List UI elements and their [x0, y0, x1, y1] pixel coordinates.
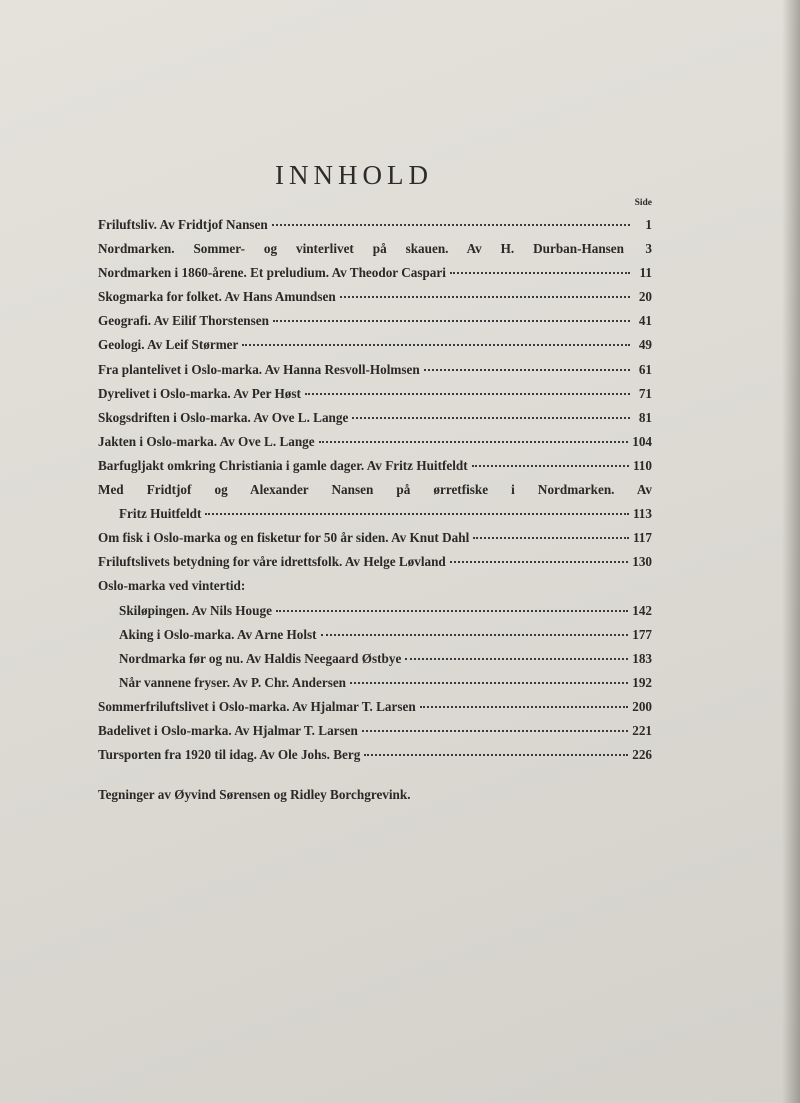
toc-subentry: [98, 671, 652, 695]
toc-entry-title: Tursporten fra 1920 til idag. Av Ole Johs. Berg: [98, 747, 361, 763]
dot-leader: [321, 634, 629, 636]
toc-entry-page: 117: [632, 530, 652, 546]
dot-leader: [450, 561, 628, 563]
dot-leader: [273, 320, 630, 322]
toc-section-heading: [98, 574, 652, 598]
toc-entry-page: 20: [638, 289, 652, 305]
toc-entry-title: Skogsdriften i Oslo-marka. Av Ove L. Lange: [98, 409, 349, 425]
toc-entry-page: 221: [632, 722, 652, 738]
dot-leader: [205, 513, 629, 515]
toc-entry: [98, 213, 652, 237]
toc-entry-page: 3: [645, 241, 652, 257]
toc-entry: [98, 382, 652, 406]
toc-entry: [98, 550, 652, 574]
toc-entry-title: Skiløpingen. Av Nils Houge: [119, 602, 272, 618]
toc-entry-title: Badelivet i Oslo-marka. Av Hjalmar T. Larsen: [98, 722, 358, 738]
dot-leader: [472, 465, 629, 467]
toc-entry-title: Sommerfriluftslivet i Oslo-marka. Av Hjalmar T. Larsen: [98, 698, 416, 714]
toc-entry: [98, 309, 652, 333]
dot-leader: [276, 610, 628, 612]
dot-leader: [242, 344, 630, 346]
dot-leader: [424, 369, 630, 371]
dot-leader: [405, 658, 628, 660]
toc-entry-page: 71: [638, 385, 652, 401]
toc-entry-title: Skogmarka for folket. Av Hans Amundsen: [98, 289, 336, 305]
toc-entry-title: Geografi. Av Eilif Thorstensen: [98, 313, 269, 329]
toc-entry-title: Jakten i Oslo-marka. Av Ove L. Lange: [98, 433, 315, 449]
dot-leader: [272, 224, 630, 226]
toc-entry-page: 226: [632, 747, 652, 763]
dot-leader: [350, 682, 628, 684]
toc-subentry: [98, 647, 652, 671]
toc-entry-page: 41: [638, 313, 652, 329]
toc-subentry: [98, 599, 652, 623]
toc-entry-title: Friluftsliv. Av Fridtjof Nansen: [98, 217, 268, 232]
toc-entry-title: Når vannene fryser. Av P. Chr. Andersen: [119, 674, 347, 690]
toc-entry-page: 113: [632, 506, 652, 522]
toc-entry-title: Friluftslivets betydning for våre idrettsfolk. Av Helge Løvland: [98, 554, 446, 570]
toc-entry-title: Barfugljakt omkring Christiania i gamle dager. Av Fritz Huitfeldt: [98, 457, 468, 473]
toc-entry: [98, 478, 652, 502]
toc-entry: [98, 719, 652, 743]
toc-entry-title: Nordmarka før og nu. Av Haldis Neegaard Østbye: [119, 650, 402, 666]
toc-entry-title: Om fisk i Oslo-marka og en fisketur for 50 år siden. Av Knut Dahl: [98, 530, 470, 546]
toc-entry-page: 142: [632, 602, 652, 618]
toc-entry-title: Nordmarken. Sommer- og vinterlivet på skauen. Av H. Durban-Hansen: [98, 241, 624, 257]
toc-entry-title: Oslo-marka ved vintertid:: [98, 578, 246, 594]
toc-entry-page: 81: [638, 409, 652, 425]
dot-leader: [364, 754, 628, 756]
toc-entry: [98, 430, 652, 454]
dot-leader: [340, 296, 630, 298]
toc-entry-title: Dyrelivet i Oslo-marka. Av Per Høst: [98, 385, 301, 401]
toc-entry-title: Geologi. Av Leif Størmer: [98, 337, 239, 353]
page-column-label: Side: [634, 198, 652, 208]
toc-entry: [98, 454, 652, 478]
toc-entry: [98, 358, 652, 382]
toc-entry-page: 192: [632, 674, 652, 690]
toc-entry: [98, 261, 652, 285]
toc-entry-page: 1: [645, 217, 652, 232]
table-of-contents: [98, 213, 652, 767]
toc-entry: [98, 285, 652, 309]
dot-leader: [450, 272, 630, 274]
dot-leader: [305, 393, 630, 395]
toc-entry: [98, 237, 652, 261]
toc-entry-continuation: [98, 502, 652, 526]
illustration-credits: Tegninger av Øyvind Sørensen og Ridley Borchgrevink.: [98, 787, 411, 802]
dot-leader: [352, 417, 630, 419]
toc-entry-title: Aking i Oslo-marka. Av Arne Holst: [119, 626, 317, 642]
toc-entry-page: 11: [639, 265, 652, 281]
toc-entry-page: 49: [638, 337, 652, 353]
toc-entry-title: Fra plantelivet i Oslo-marka. Av Hanna Resvoll-Holmsen: [98, 361, 420, 377]
toc-entry-page: 200: [632, 698, 652, 714]
toc-entry: [98, 333, 652, 357]
toc-entry-title: Fritz Huitfeldt: [119, 506, 202, 522]
toc-entry-page: 110: [632, 457, 652, 473]
dot-leader: [362, 730, 628, 732]
toc-entry-page: 104: [632, 433, 652, 449]
toc-entry-page: 183: [632, 650, 652, 666]
toc-entry-title: Med Fridtjof og Alexander Nansen på ørretfiske i Nordmarken. Av: [98, 482, 652, 498]
toc-subentry: [98, 623, 652, 647]
dot-leader: [473, 537, 629, 539]
dot-leader: [420, 706, 629, 708]
toc-entry: [98, 743, 652, 767]
toc-entry-page: 130: [632, 554, 652, 570]
toc-entry: [98, 695, 652, 719]
page-edge-shadow: [782, 0, 800, 1103]
page-title: INNHOLD: [275, 160, 433, 190]
dot-leader: [319, 441, 629, 443]
toc-entry: [98, 526, 652, 550]
toc-entry-title: Nordmarken i 1860-årene. Et preludium. Av Theodor Caspari: [98, 265, 446, 281]
toc-entry: [98, 406, 652, 430]
toc-entry-page: 61: [638, 361, 652, 377]
toc-entry-page: 177: [632, 626, 652, 642]
